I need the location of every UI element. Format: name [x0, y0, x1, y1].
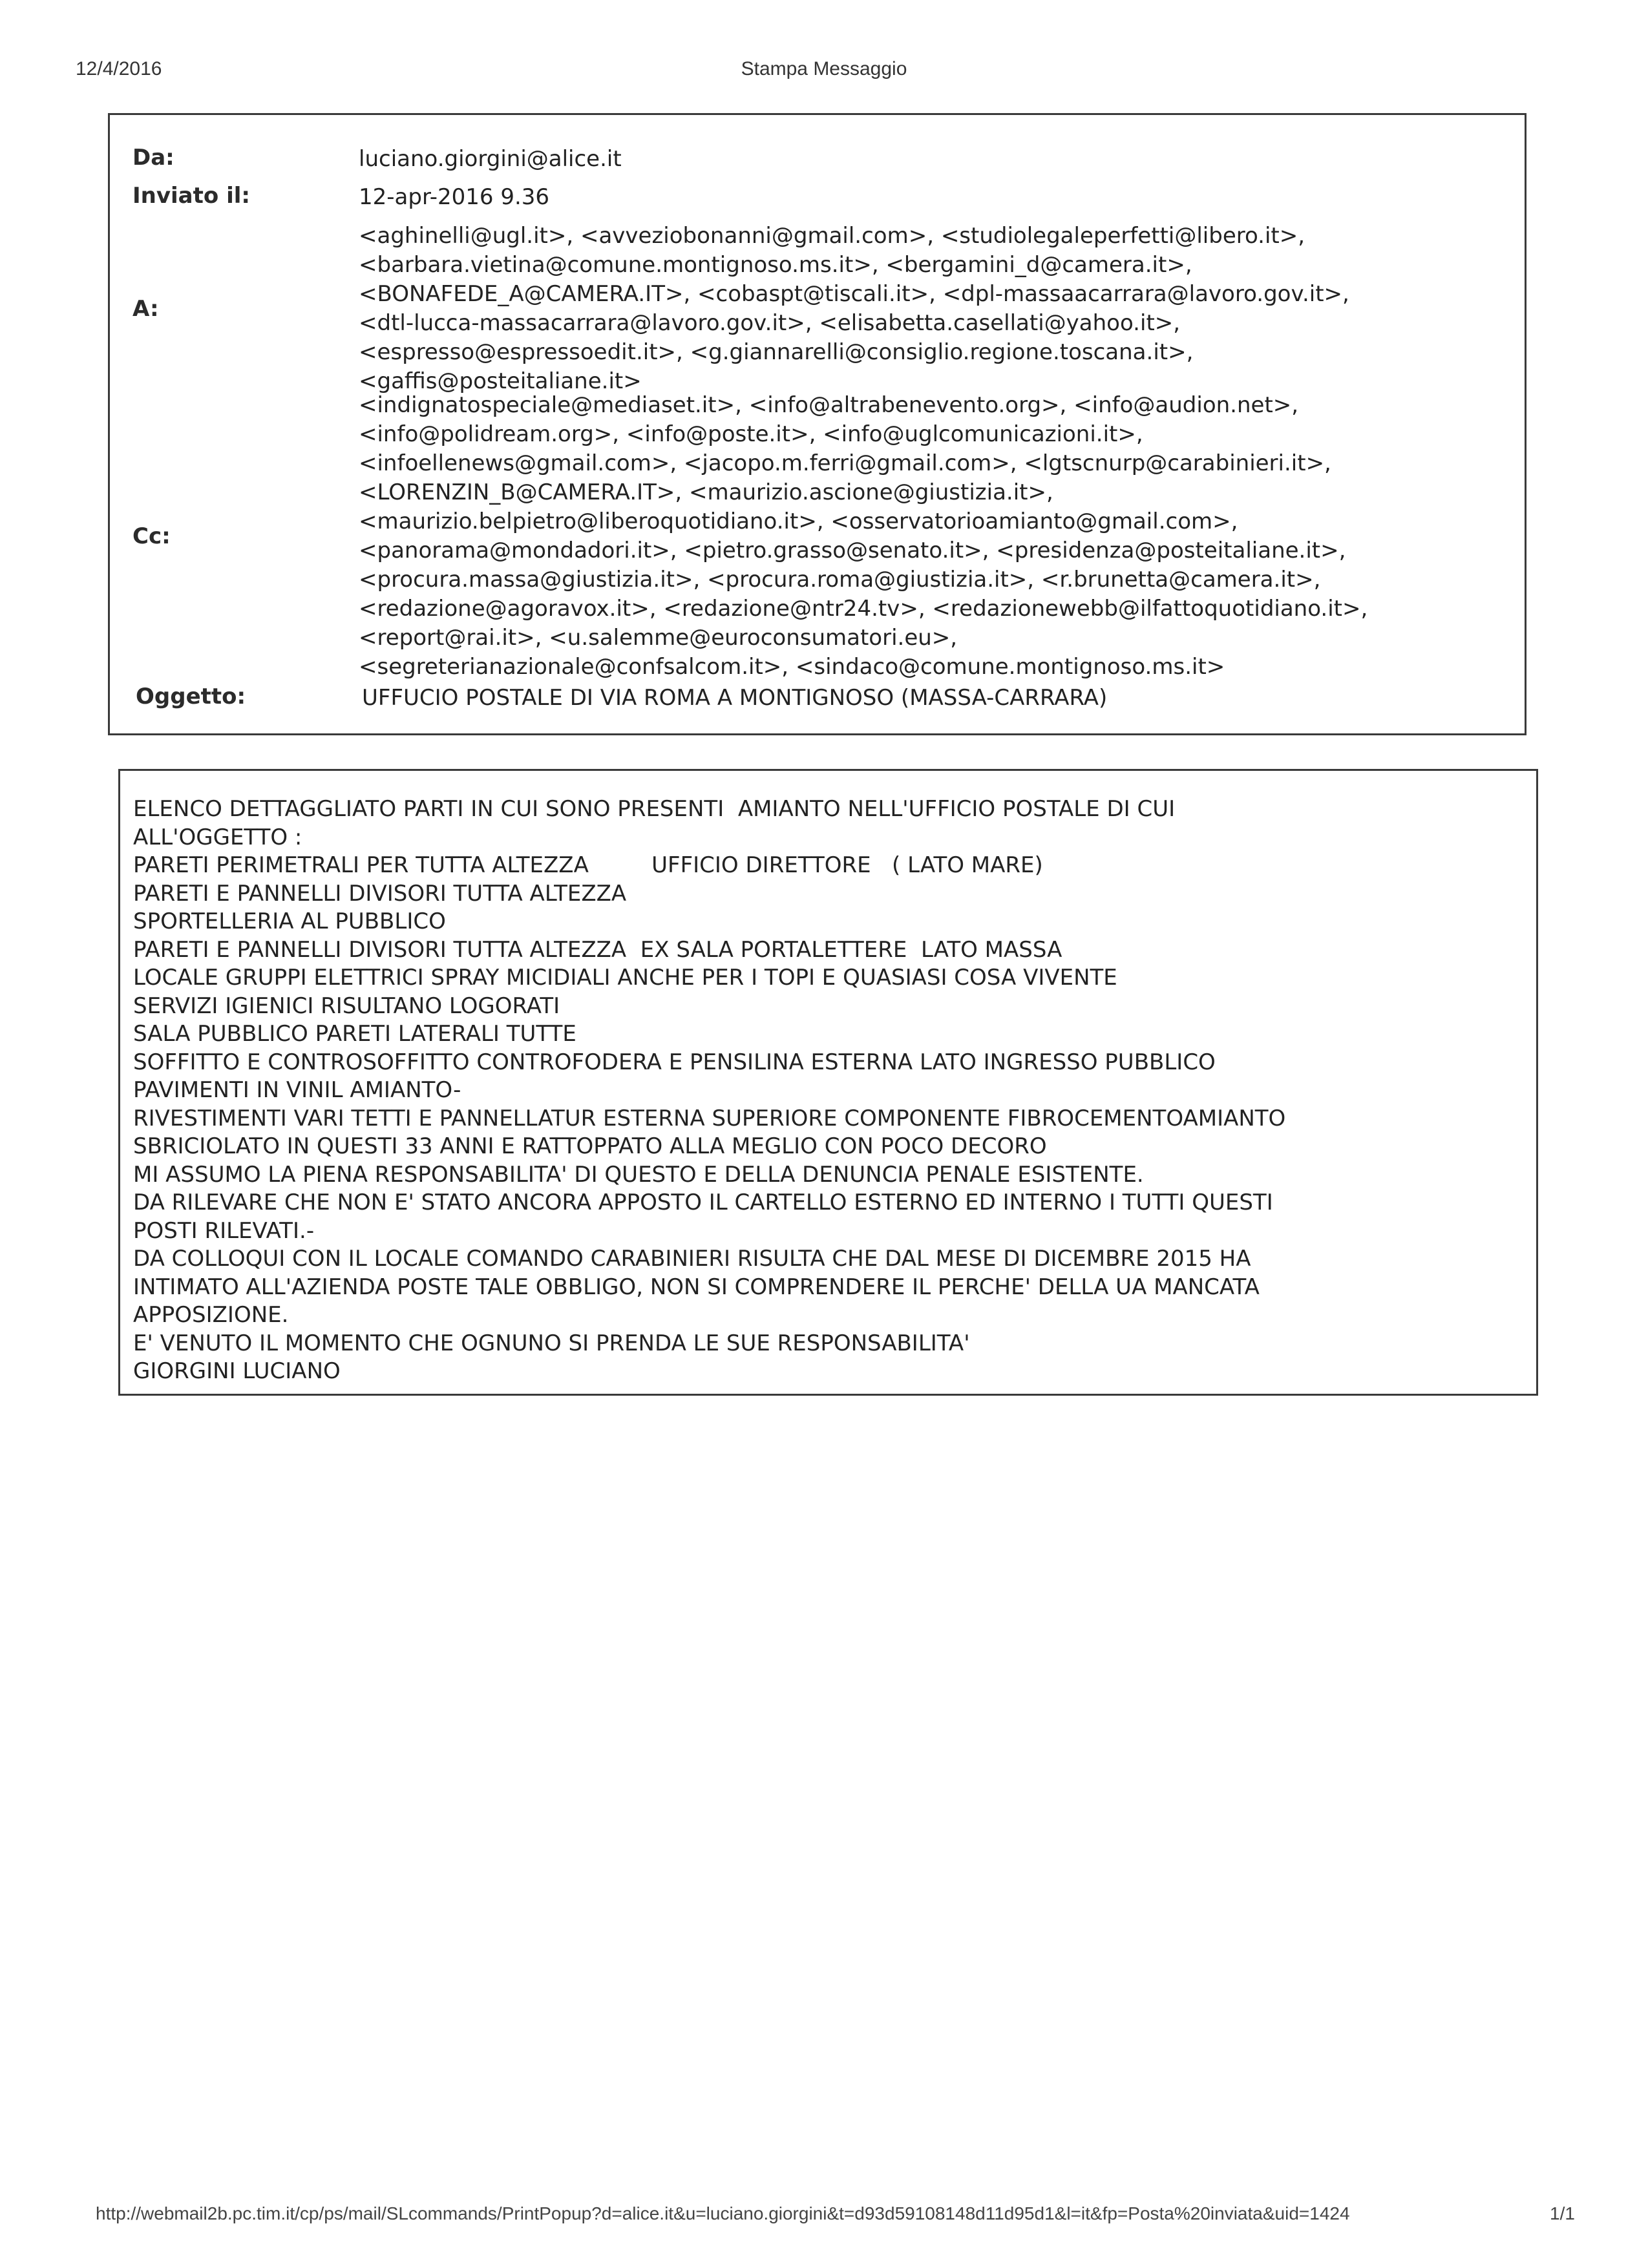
to-recipient-line: <gaffis@posteitaliane.it>	[359, 368, 642, 394]
body-line: E' VENUTO IL MOMENTO CHE OGNUNO SI PRENDA LE SUE RESPONSABILITA'	[133, 1330, 970, 1356]
cc-recipient-line: <panorama@mondadori.it>, <pietro.grasso@senato.it>, <presidenza@posteitaliane.it>,	[359, 538, 1346, 563]
to-recipient-line: <dtl-lucca-massacarrara@lavoro.gov.it>, <elisabetta.casellati@yahoo.it>,	[359, 310, 1181, 336]
from-value: luciano.giorgini@alice.it	[359, 146, 622, 172]
to-recipient-line: <espresso@espressoedit.it>, <g.giannarelli@consiglio.regione.toscana.it>,	[359, 339, 1194, 365]
from-label: Da:	[132, 145, 174, 171]
body-line: SERVIZI IGIENICI RISULTANO LOGORATI	[133, 992, 560, 1019]
print-title: Stampa Messaggio	[741, 58, 907, 79]
message-body	[133, 795, 1285, 1386]
footer-url: http://webmail2b.pc.tim.it/cp/ps/mail/SLcommands/PrintPopup?d=alice.it&u=luciano.giorgini&t=d93d59108148d11d95d1&l=it&fp=Posta%20inviata&uid=1424	[96, 2203, 1350, 2223]
to-recipient-line: <aghinelli@ugl.it>, <avveziobonanni@gmail.com>, <studiolegaleperfetti@libero.it>,	[359, 223, 1305, 249]
cc-recipient-line: <report@rai.it>, <u.salemme@euroconsumatori.eu>,	[359, 625, 958, 651]
body-line: ELENCO DETTAGGLIATO PARTI IN CUI SONO PRESENTI AMIANTO NELL'UFFICIO POSTALE DI CUI	[133, 796, 1176, 822]
body-line: GIORGINI LUCIANO	[133, 1358, 341, 1384]
to-recipients	[359, 222, 1349, 396]
body-line: SOFFITTO E CONTROSOFFITTO CONTROFODERA E PENSILINA ESTERNA LATO INGRESSO PUBBLICO	[133, 1049, 1216, 1075]
body-line: PAVIMENTI IN VINIL AMIANTO-	[133, 1077, 461, 1103]
body-line: SPORTELLERIA AL PUBBLICO	[133, 908, 446, 934]
body-line: APPOSIZIONE.	[133, 1302, 289, 1328]
body-line: ALL'OGGETTO :	[133, 824, 302, 850]
cc-recipient-line: <indignatospeciale@mediaset.it>, <info@altrabenevento.org>, <info@audion.net>,	[359, 392, 1299, 418]
cc-recipient-line: <segreterianazionale@confsalcom.it>, <sindaco@comune.montignoso.ms.it>	[359, 654, 1225, 680]
cc-recipient-line: <infoellenews@gmail.com>, <jacopo.m.ferri@gmail.com>, <lgtscnurp@carabinieri.it>,	[359, 450, 1331, 476]
cc-label: Cc:	[132, 523, 171, 549]
body-line: INTIMATO ALL'AZIENDA POSTE TALE OBBLIGO, NON SI COMPRENDERE IL PERCHE' DELLA UA MANCATA	[133, 1274, 1260, 1300]
cc-recipient-line: <procura.massa@giustizia.it>, <procura.roma@giustizia.it>, <r.brunetta@camera.it>,	[359, 567, 1321, 593]
cc-recipient-line: <LORENZIN_B@CAMERA.IT>, <maurizio.ascione@giustizia.it>,	[359, 479, 1053, 505]
print-header	[0, 54, 1648, 87]
body-line: MI ASSUMO LA PIENA RESPONSABILITA' DI QUESTO E DELLA DENUNCIA PENALE ESISTENTE.	[133, 1161, 1144, 1188]
subject-label: Oggetto:	[136, 684, 246, 709]
body-line: PARETI E PANNELLI DIVISORI TUTTA ALTEZZA EX SALA PORTALETTERE LATO MASSA	[133, 936, 1062, 963]
body-line: PARETI E PANNELLI DIVISORI TUTTA ALTEZZA	[133, 880, 627, 907]
message-body-box	[118, 769, 1538, 1396]
to-label: A:	[132, 296, 159, 322]
sent-value: 12-apr-2016 9.36	[359, 184, 550, 210]
to-recipient-line: <BONAFEDE_A@CAMERA.IT>, <cobaspt@tiscali.it>, <dpl-massaacarrara@lavoro.gov.it>,	[359, 281, 1349, 307]
print-footer	[0, 2203, 1648, 2232]
body-line: PARETI PERIMETRALI PER TUTTA ALTEZZA UFFICIO DIRETTORE ( LATO MARE)	[133, 852, 1043, 878]
cc-recipients	[359, 391, 1368, 682]
cc-recipient-line: <redazione@agoravox.it>, <redazione@ntr24.tv>, <redazionewebb@ilfattoquotidiano.it>,	[359, 596, 1368, 622]
message-header-box	[108, 113, 1527, 735]
body-line: DA RILEVARE CHE NON E' STATO ANCORA APPOSTO IL CARTELLO ESTERNO ED INTERNO I TUTTI QUESTI	[133, 1190, 1273, 1215]
body-line: RIVESTIMENTI VARI TETTI E PANNELLATUR ESTERNA SUPERIORE COMPONENTE FIBROCEMENTOAMIANTO	[133, 1105, 1286, 1131]
cc-recipient-line: <info@polidream.org>, <info@poste.it>, <info@uglcomunicazioni.it>,	[359, 421, 1143, 447]
page-number: 1/1	[1550, 2203, 1575, 2223]
body-line: DA COLLOQUI CON IL LOCALE COMANDO CARABINIERI RISULTA CHE DAL MESE DI DICEMBRE 2015 HA	[133, 1246, 1251, 1272]
body-line: LOCALE GRUPPI ELETTRICI SPRAY MICIDIALI ANCHE PER I TOPI E QUASIASI COSA VIVENTE	[133, 965, 1117, 991]
to-recipient-line: <barbara.vietina@comune.montignoso.ms.it>, <bergamini_d@camera.it>,	[359, 252, 1192, 278]
body-line: POSTI RILEVATI.-	[133, 1217, 315, 1244]
body-line: SALA PUBBLICO PARETI LATERALI TUTTE	[133, 1021, 576, 1047]
cc-recipient-line: <maurizio.belpietro@liberoquotidiano.it>, <osservatorioamianto@gmail.com>,	[359, 509, 1238, 534]
print-date: 12/4/2016	[76, 58, 162, 79]
subject-value: UFFUCIO POSTALE DI VIA ROMA A MONTIGNOSO (MASSA-CARRARA)	[362, 685, 1108, 711]
sent-label: Inviato il:	[132, 183, 250, 209]
body-line: SBRICIOLATO IN QUESTI 33 ANNI E RATTOPPATO ALLA MEGLIO CON POCO DECORO	[133, 1133, 1047, 1159]
